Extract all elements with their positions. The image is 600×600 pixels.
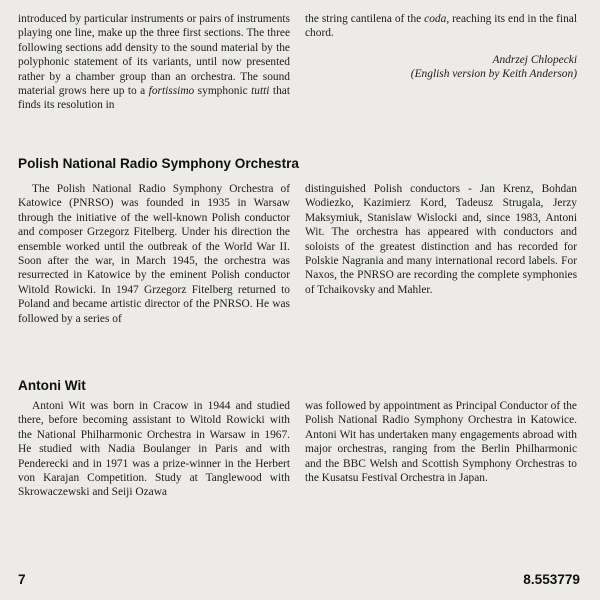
intro-paragraph-left [18,12,290,113]
wit-paragraph-right: was followed by appointment as Principal Conductor of the Polish National Radio Symphony Orchestra in Katowice. Antoni Wit has undertaken many engagements abroad with major orchestras, ranging from the Berlin Philharmonic and the BBC Welsh and Scottish Symphony Orchestras to the Kusatsu Festival Orchestra in Japan. [305,400,577,485]
intro-paragraph-right [305,12,577,41]
translator-credit: (English version by Keith Anderson) [410,68,577,81]
section-heading-orchestra: Polish National Radio Symphony Orchestra [18,156,299,171]
page-number: 7 [18,572,26,587]
wit-left-column [18,399,290,500]
orchestra-left-column [18,182,290,326]
text-run: symphonic [194,85,252,98]
catalog-number: 8.553779 [523,572,580,587]
wit-paragraph-left: Antoni Wit was born in Cracow in 1944 and studied there, before becoming assistant to Witold Rowicki with the National Philharmonic Orchestra in Warsaw in 1967. He studied with Nadia Boulanger in Paris and with Penderecki and in 1971 was a prize-winner in the Herbert von Karajan Competition. Study at Tanglewood with Skrowaczewski and Seiji Ozawa [18,400,290,499]
wit-right-column [305,399,577,485]
italic-term-fortissimo: fortissimo [148,85,195,98]
orchestra-paragraph-left: The Polish National Radio Symphony Orchestra of Katowice (PNRSO) was founded in 1935 in Warsaw through the initiative of the well-known Polish conductor and composer Grzegorz Fitelberg. Under his direction the ensemble worked until the outbreak of the World War II. Soon after the war, in March 1945, the orchestra was resurrected in Katowice by the eminent Polish conductor Witold Rowicki. In 1947 Grzegorz Fitelberg returned to Poland and became artistic director of the PNRSO. He was followed by a series of [18,183,290,325]
intro-left-column [18,12,290,113]
text-run: introduced by particular instruments or pairs of instruments playing one line, make up the three first sections. The three following sections add density to the sound material by the polyphonic statement of its variants, until now presented rather by a chamber group than an orchestra. The sound material grows here up to a [18,13,290,98]
text-run: that finds its resolution in [18,85,290,112]
orchestra-right-column [305,182,577,297]
intro-right-column [305,12,577,82]
italic-term-tutti: tutti [251,85,270,98]
text-run: the string cantilena of the [305,13,425,25]
author-credit: Andrzej Chlopecki [492,53,577,66]
italic-term-coda: coda [424,13,447,25]
orchestra-paragraph-right: distinguished Polish conductors - Jan Krenz, Bohdan Wodiezko, Kazimierz Kord, Tadeusz Strugala, Jerzy Maksymiuk, Stanislaw Wislocki and, since 1983, Antoni Wit. The orchestra has appeared with conductors and soloists of the greatest distinction and has recorded for Polskie Nagrania and many international record labels. For Naxos, the PNRSO are recording the complete symphonies of Tchaikovsky and Mahler. [305,183,577,296]
section-heading-antoni-wit: Antoni Wit [18,378,86,393]
text-run: , reaching its end in the final chord. [305,13,577,40]
